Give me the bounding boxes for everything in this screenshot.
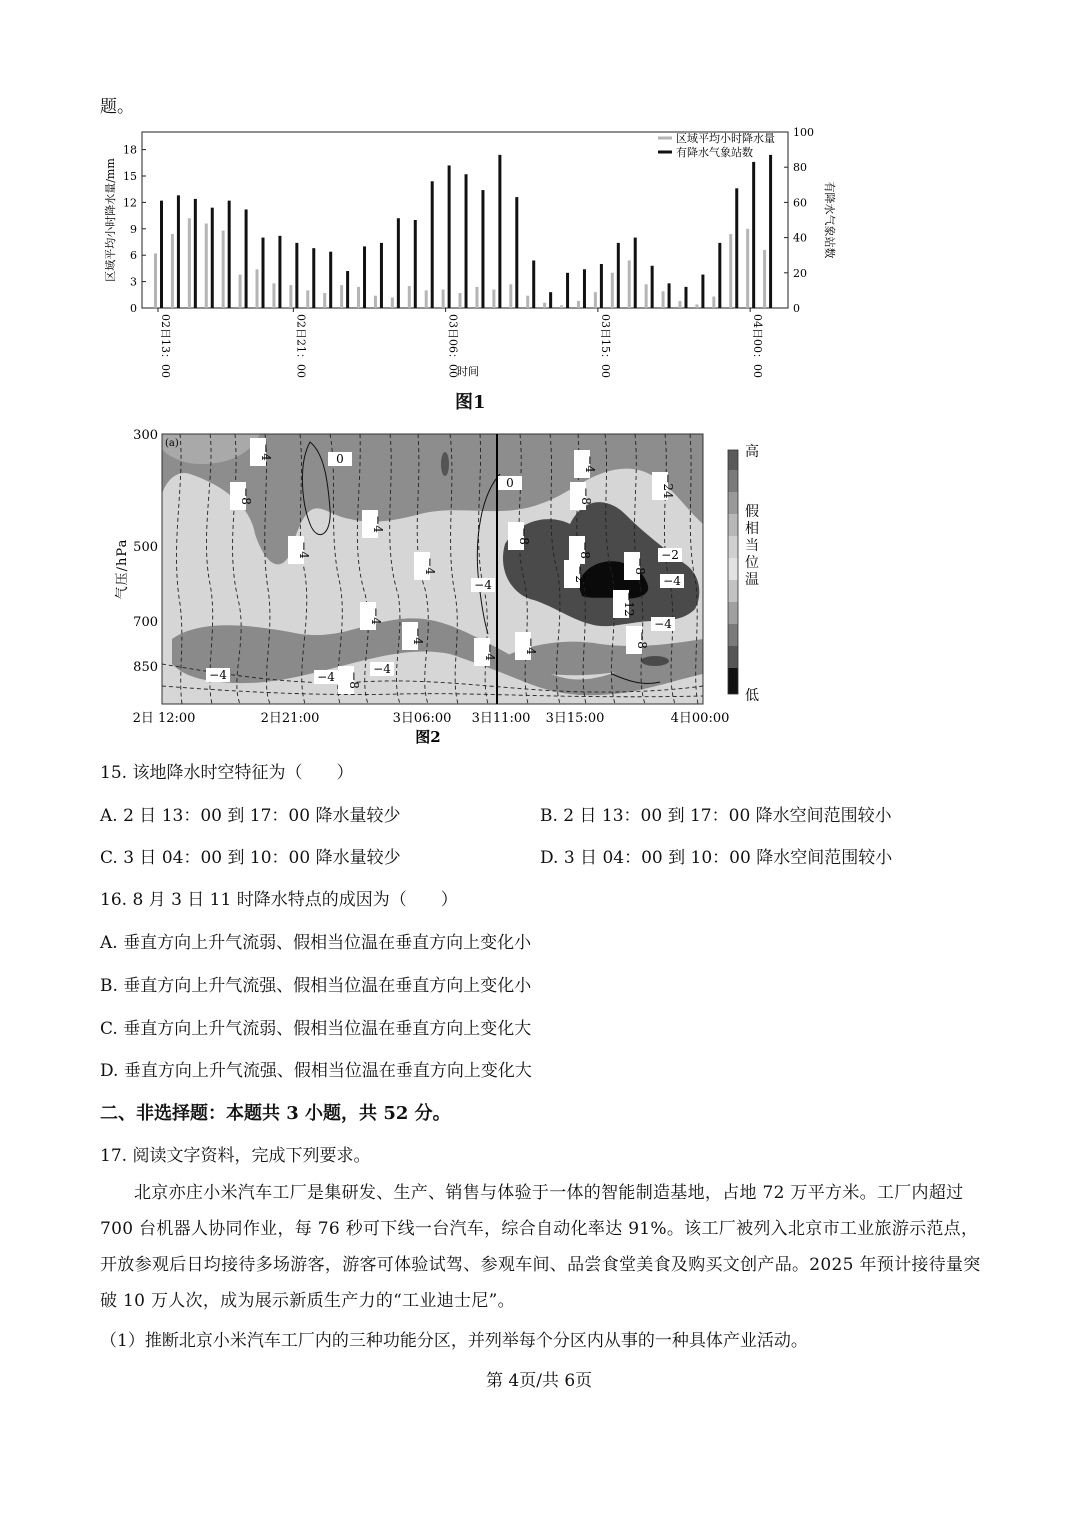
fig1-left-tick-label: 3 [130, 275, 137, 289]
fig2-y-tick-label: 700 [133, 615, 158, 630]
fig1-bar-stations [481, 190, 484, 308]
fig1-bar-stations [194, 199, 197, 308]
q17-stem: 17. 阅读文字资料，完成下列要求。 [100, 1146, 371, 1166]
fig2-contour-label: −4 [209, 668, 227, 682]
fig1-bar-stations [312, 248, 315, 308]
fig1-left-axis-label: 区域平均小时降水量/mm [104, 158, 117, 282]
fig1-bar-rain [442, 290, 445, 308]
fig1-bar-rain [763, 250, 766, 308]
fig2-contour-label: −2 [661, 548, 679, 562]
fig1-bar-rain [712, 297, 715, 308]
fig1-right-axis-label: 有降水气象站数 [823, 181, 836, 259]
fig1-bar-stations [583, 269, 586, 308]
fig1-bar-stations [295, 243, 298, 308]
fig1-bar-rain [509, 284, 512, 308]
fig1-bar-stations [465, 174, 468, 308]
fig1-bar-rain [645, 284, 648, 308]
fig1-bar-rain [222, 231, 225, 308]
fig1-bar-stations [515, 197, 518, 308]
fig2-contour-label: −2 [573, 565, 587, 583]
fig1-bar-stations [617, 243, 620, 308]
fig1-bar-stations [262, 238, 265, 308]
fig2-small-feature [441, 452, 449, 476]
fig2-legend-high: 高 [745, 444, 759, 460]
fig2-contour-label: 0 [506, 476, 514, 490]
fig1-bar-stations [634, 238, 637, 308]
fig1-bar-rain [323, 293, 326, 308]
fig1-bar-stations [380, 243, 383, 308]
fig1-right-tick-label: 60 [793, 196, 807, 210]
fig1-bar-rain [408, 286, 411, 308]
fig2-x-tick-label: 4日00:00 [670, 711, 730, 726]
figure1-chart [100, 122, 860, 384]
fig2-contour-label: −4 [654, 617, 672, 631]
fig1-bar-stations [346, 271, 349, 308]
q16-stem: 16. 8 月 3 日 11 时降水特点的成因为（ ） [100, 890, 458, 910]
fig1-bar-rain [374, 296, 377, 308]
fig1-bar-rain [594, 292, 597, 308]
fig2-contour-label: −4 [371, 515, 385, 533]
fig1-bar-rain [560, 305, 563, 308]
fig1-bar-rain [746, 229, 749, 308]
fig2-x-tick-label: 2日21:00 [260, 711, 320, 726]
fig1-bar-stations [735, 188, 738, 308]
fig2-contour-label: −4 [369, 607, 383, 625]
fig2-contour-label: −12 [622, 591, 636, 617]
fig2-x-tick-label: 2日 12:00 [132, 711, 196, 726]
fig1-bar-rain [611, 273, 614, 308]
fig1-legend-label-stations: 有降水气象站数 [676, 146, 753, 159]
fig1-bar-stations [448, 165, 451, 308]
fig1-bar-rain [289, 285, 292, 308]
q16-option-c: C. 垂直方向上升气流弱、假相当位温在垂直方向上变化大 [100, 1019, 532, 1039]
q15-stem: 15. 该地降水时空特征为（ ） [100, 763, 354, 783]
fig1-bar-stations [600, 264, 603, 308]
q16-option-b: B. 垂直方向上升气流强、假相当位温在垂直方向上变化小 [100, 976, 532, 996]
fig2-contour-label: −4 [317, 670, 335, 684]
fig1-bar-rain [543, 303, 546, 308]
fig1-right-tick-label: 80 [793, 161, 807, 175]
fig1-left-tick-label: 12 [123, 196, 137, 210]
fig2-contour-label: −8 [633, 557, 647, 575]
fig1-x-tick-label: 03日15：00 [598, 314, 612, 378]
page-footer: 第 4页/共 6页 [486, 1371, 593, 1391]
fig2-panel-tag: (a) [165, 438, 179, 449]
fig1-bar-rain [205, 224, 208, 308]
fig2-legend-title-char: 相 [745, 521, 759, 537]
fig1-bar-stations [668, 283, 671, 308]
figure1-caption: 图1 [455, 392, 486, 413]
fig2-contour-label: −4 [411, 627, 425, 645]
fig2-y-axis-label: 气压/hPa [115, 538, 130, 600]
fig2-legend-title-char: 当 [745, 538, 759, 554]
fig2-legend-title-char: 位 [745, 555, 759, 571]
fig1-x-tick-label: 02日13：00 [159, 314, 172, 378]
fig1-bar-stations [245, 209, 248, 308]
fig1-legend-label-rain: 区域平均小时降水量 [676, 132, 775, 145]
fig1-bar-rain [272, 283, 275, 308]
fig1-bar-stations [752, 162, 755, 308]
fig1-bar-rain [526, 296, 529, 308]
fig1-left-tick-label: 15 [123, 170, 137, 183]
fig1-bar-rain [391, 297, 394, 308]
fig1-bar-stations [397, 218, 400, 308]
fig2-contour-label: −8 [347, 671, 361, 689]
fig1-right-tick-label: 20 [793, 266, 807, 280]
fig1-bar-rain [492, 290, 495, 308]
fig1-bar-stations [329, 252, 332, 308]
fig1-bar-rain [357, 287, 360, 308]
fig1-bar-stations [498, 155, 501, 308]
fig1-bar-stations [363, 246, 366, 308]
fig1-bar-stations [718, 243, 721, 308]
fig1-bar-stations [160, 201, 163, 308]
fig2-contour-label: −4 [483, 643, 497, 661]
fig2-contour-label: −4 [297, 541, 311, 559]
fig1-bar-stations [228, 201, 231, 308]
fig1-bar-stations [431, 181, 434, 308]
fig2-contour-label: −8 [239, 487, 253, 505]
fig2-small-feature2 [641, 656, 669, 666]
fig2-contour-label: −8 [578, 541, 592, 559]
fig1-left-tick-label: 9 [130, 222, 137, 236]
fig1-right-tick-label: 40 [793, 231, 807, 245]
fig1-bar-rain [577, 301, 580, 308]
fig2-y-tick-label: 300 [133, 428, 158, 443]
fig2-legend-title-char: 假 [745, 504, 759, 520]
fig1-bar-rain [171, 234, 174, 308]
fig2-contour-label: −4 [474, 578, 492, 592]
q15-option-b: B. 2 日 13：00 到 17：00 降水空间范围较小 [540, 806, 892, 826]
fig1-left-tick-label: 6 [130, 249, 137, 263]
q15-option-d: D. 3 日 04：00 到 10：00 降水空间范围较小 [540, 848, 893, 868]
fig1-bar-stations [211, 208, 214, 308]
fig1-bar-stations [532, 260, 535, 308]
fig1-x-tick-label: 02日21：00 [294, 314, 308, 378]
fig2-contour-label: −24 [661, 473, 675, 499]
fig2-contour-label: 0 [336, 452, 344, 466]
fig2-x-tick-label: 3日11:00 [471, 711, 531, 726]
fig1-x-tick-label: 04日00：00 [751, 314, 765, 378]
q16-option-a: A. 垂直方向上升气流弱、假相当位温在垂直方向上变化小 [100, 933, 532, 953]
fig1-bar-stations [701, 275, 704, 308]
fig1-bar-rain [188, 218, 191, 308]
fig2-x-tick-label: 3日15:00 [545, 711, 605, 726]
fig2-contour-label: −4 [373, 662, 391, 676]
fig1-bar-rain [239, 275, 242, 308]
q15-option-a: A. 2 日 13：00 到 17：00 降水量较少 [100, 806, 401, 826]
fig1-bar-stations [278, 236, 281, 308]
fig1-right-tick-label: 0 [793, 302, 800, 315]
fig2-contour-label: −4 [423, 557, 437, 575]
fig2-contour-label: −4 [663, 574, 681, 588]
q17-passage: 北京亦庄小米汽车工厂是集研发、生产、销售与体验于一体的智能制造基地，占地 72 万平方米。工厂内超过 700 台机器人协同作业，每 76 秒可下线一台汽车，综合自动化率达 91%。该工厂被列入北京市工业旅游示范点，开放参观后日均接待多场游客，游客可体验试驾、参观车间、品尝食堂美食及购买文创产品。2025 年预计接待量突破 10 万人次，成为展示新质生产力的“工业迪士尼”。 [100, 1183, 981, 1311]
fig1-x-axis-label: 时间 [457, 365, 479, 378]
fig1-bar-rain [662, 291, 665, 308]
fig1-left-tick-label: 0 [130, 302, 137, 315]
fig2-contour-label: −4 [583, 455, 597, 473]
fig1-bar-rain [340, 285, 343, 308]
fig2-contour-label: −8 [517, 527, 531, 545]
fig1-bar-rain [695, 304, 698, 308]
fig1-bar-rain [729, 234, 732, 308]
fig1-bar-rain [154, 253, 157, 308]
fig1-bar-stations [769, 155, 772, 308]
fig1-bar-stations [414, 220, 417, 308]
q15-option-c: C. 3 日 04：00 到 10：00 降水量较少 [100, 848, 401, 868]
section2-heading: 二、非选择题：本题共 3 小题，共 52 分。 [100, 1103, 451, 1124]
fig1-left-tick-label: 18 [123, 143, 137, 157]
fig2-legend-low: 低 [745, 688, 759, 704]
fig2-legend-title-char: 温 [745, 572, 759, 588]
fig1-bar-stations [684, 287, 687, 308]
fig2-contour-label: −8 [579, 487, 593, 505]
fig1-bar-stations [177, 195, 180, 308]
fig1-bar-rain [256, 269, 259, 308]
fig1-bar-rain [306, 290, 309, 308]
fig1-x-tick-label: 03日06：00 [446, 314, 460, 378]
fig1-bar-stations [566, 273, 569, 308]
fig1-bar-rain [425, 290, 428, 308]
fig2-x-tick-label: 3日06:00 [392, 711, 452, 726]
fig1-bar-rain [678, 301, 681, 308]
fig2-contour-label: −8 [635, 631, 649, 649]
fig2-contour-label: −4 [524, 637, 538, 655]
fig1-right-tick-label: 100 [793, 126, 814, 139]
fig1-bar-rain [475, 287, 478, 308]
fig1-bar-stations [651, 266, 654, 308]
intro-tail-text: 题。 [100, 97, 134, 117]
q17-sub1: （1）推断北京小米汽车工厂内的三种功能分区，并列举每个分区内从事的一种具体产业活动。 [100, 1331, 808, 1351]
fig1-bar-stations [549, 292, 552, 308]
fig2-contour-label: −4 [259, 443, 273, 461]
figure2-contour-plot [100, 424, 780, 754]
fig2-caption: 图2 [415, 728, 441, 746]
fig2-y-tick-label: 500 [133, 540, 158, 555]
fig2-y-tick-label: 850 [133, 660, 158, 675]
fig1-bar-rain [628, 260, 631, 308]
fig2-colorbar [728, 450, 738, 694]
q16-option-d: D. 垂直方向上升气流强、假相当位温在垂直方向上变化大 [100, 1061, 532, 1081]
fig1-bar-rain [459, 293, 462, 308]
